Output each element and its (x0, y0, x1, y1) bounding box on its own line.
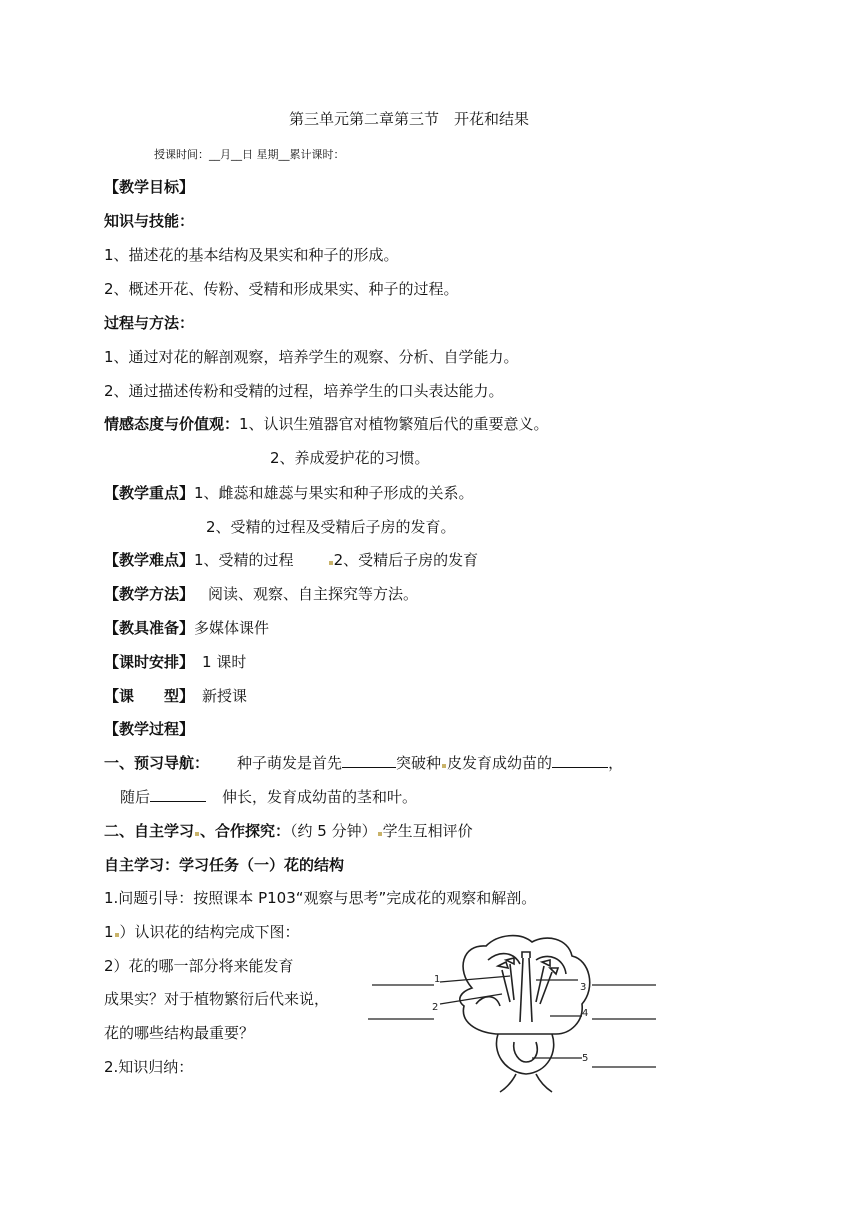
blank-3[interactable] (150, 787, 206, 802)
methods-value: 阅读、观察、自主探究等方法。 (208, 585, 419, 603)
schedule-label: 【课时安排】 (104, 653, 195, 671)
preview-line: 一、预习导航： 种子萌发是首先 突破种 皮发育成幼苗的 ， (104, 754, 624, 772)
process-item-2: 2、通过描述传粉和受精的过程，培养学生的口头表达能力。 (104, 382, 504, 400)
difficulties-line (104, 550, 478, 570)
blank-1[interactable] (342, 753, 396, 768)
flower-structure-diagram (360, 930, 670, 1095)
mark-dot (442, 764, 446, 768)
schedule-value: 1 课时 (202, 653, 247, 671)
figure-label-5: 5 (582, 1053, 589, 1064)
section2-line: 二、自主学习 、合作探究：（约 5 分钟） 学生互相评价 (104, 822, 473, 840)
process-item-1: 1、通过对花的解剖观察，培养学生的观察、分析、自学能力。 (104, 348, 519, 366)
question-1: 1.问题引导：按照课本 P103“观察与思考”完成花的观察和解剖。 (104, 889, 537, 907)
key-points-label: 【教学重点】 (104, 484, 195, 502)
process-main-heading: 【教学过程】 (104, 720, 195, 738)
key-point-1: 1、雌蕊和雄蕊与果实和种子形成的关系。 (194, 484, 474, 502)
preview-label: 一、预习导航： (104, 754, 210, 772)
knowledge-item-1: 1、描述花的基本结构及果实和种子的形成。 (104, 246, 399, 264)
mark-dot (115, 933, 119, 937)
question-1-2b: 成果实？对于植物繁衍后代来说， (104, 990, 330, 1008)
preview-line-2: 随后 伸长，发育成幼苗的茎和叶。 (120, 788, 418, 806)
difficulties-label: 【教学难点】 (104, 551, 195, 569)
tools-label: 【教具准备】 (104, 619, 195, 637)
emotion-label: 情感态度与价值观： (104, 415, 240, 433)
process-heading: 过程与方法： (104, 314, 195, 332)
lesson-type-value: 新授课 (202, 687, 248, 705)
figure-label-4: 4 (582, 1008, 589, 1019)
figure-label-1: 1 (434, 974, 441, 985)
lesson-type-line (104, 686, 247, 706)
key-point-2: 2、受精的过程及受精后子房的发育。 (206, 518, 456, 536)
question-1-2c: 花的哪些结构最重要？ (104, 1024, 255, 1042)
mark-dot (378, 832, 382, 836)
objectives-heading: 【教学目标】 (104, 178, 195, 196)
schedule-line (104, 652, 246, 672)
figure-label-3: 3 (580, 982, 587, 993)
tools-line (104, 618, 269, 638)
task-heading: 自主学习：学习任务（一）花的结构 (104, 856, 345, 874)
page-title: 第三单元第二章第三节 开花和结果 (289, 110, 530, 128)
mark-dot (329, 561, 333, 565)
methods-label: 【教学方法】 (104, 585, 195, 603)
difficulty-1: 1、受精的过程 (194, 551, 294, 569)
key-points-line (104, 483, 474, 503)
knowledge-heading: 知识与技能： (104, 212, 195, 230)
knowledge-item-2: 2、概述开花、传粉、受精和形成果实、种子的过程。 (104, 280, 459, 298)
question-1-2a: 2）花的哪一部分将来能发育 (104, 957, 294, 975)
emotion-item-2: 2、养成爱护花的习惯。 (270, 449, 430, 467)
emotion-item-1: 1、认识生殖器官对植物繁殖后代的重要意义。 (239, 415, 549, 433)
difficulty-2: 2、受精后子房的发育 (333, 551, 479, 569)
mark-dot (195, 832, 199, 836)
lesson-type-label: 【课 型】 (104, 687, 195, 705)
figure-label-2: 2 (432, 1002, 439, 1013)
question-2: 2.知识归纳： (104, 1058, 194, 1076)
tools-value: 多媒体课件 (194, 619, 270, 637)
methods-line (104, 584, 418, 604)
emotion-line (104, 414, 549, 434)
blank-2[interactable] (552, 753, 608, 768)
lesson-time-line: 授课时间：__月__日 星期__累计课时： (154, 148, 345, 161)
question-1-1: 1 ）认识花的结构完成下图： (104, 923, 300, 941)
